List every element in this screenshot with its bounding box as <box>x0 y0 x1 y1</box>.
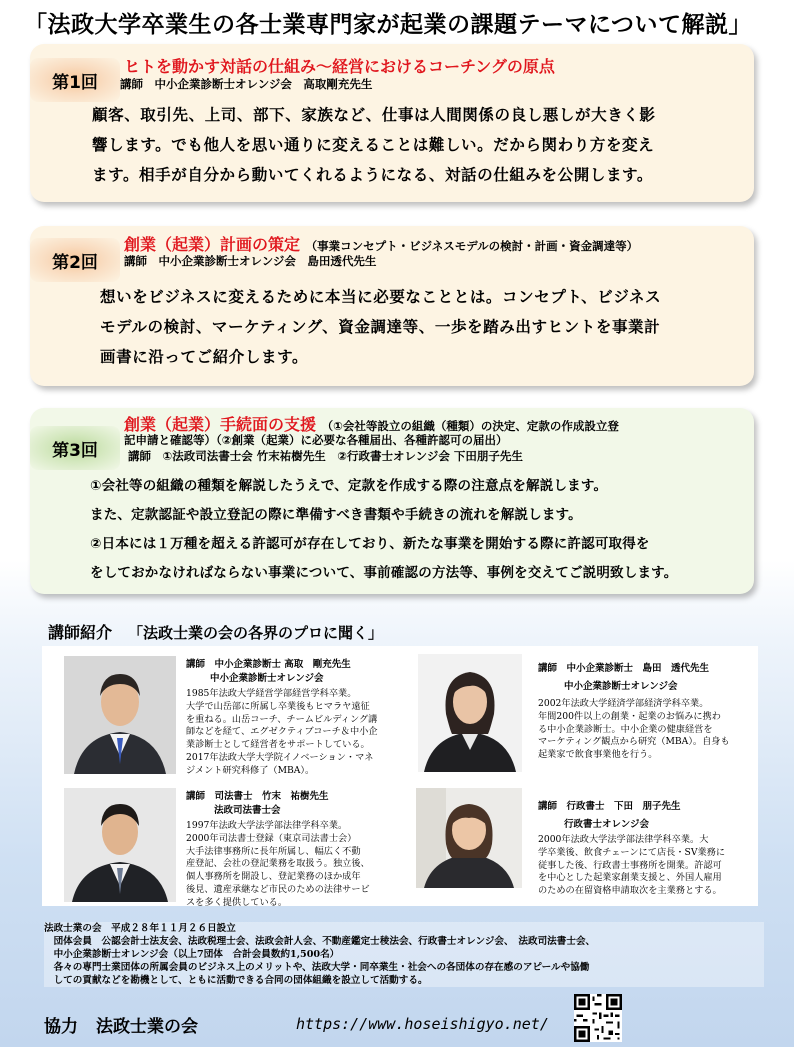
lecturer-name: 講師 中小企業診断士 高取 剛充先生 <box>186 659 351 670</box>
session-lecturer: 講師 中小企業診断士オレンジ会 高取剛充先生 <box>120 77 373 91</box>
session-title: ヒトを動かす対話の仕組み～経営におけるコーチングの原点 <box>124 57 555 76</box>
session-description <box>90 472 677 588</box>
association-line: 各々の専門士業団体の所属会員のビジネス上のメリットや、法政大学・同卒業生・社会への各団体の存在感のアピールや協働 <box>44 962 590 973</box>
bio-line: 師などを経て、エグゼクティブコーチ＆中小企 <box>186 726 378 738</box>
portrait-image <box>416 788 522 888</box>
bio-line: 大手法律事務所に長年所属し、幅広く不動 <box>186 845 361 857</box>
session-description <box>100 282 661 372</box>
description-line: ①会社等の組織の種類を解説したうえで、定款を作成する際の注意点を解説します。 <box>90 478 608 494</box>
session-lecturer: 講師 中小企業診断士オレンジ会 島田透代先生 <box>124 254 377 268</box>
description-line: 響します。でも他人を思い通りに変えることは難しい。だから関わり方を変え <box>92 136 655 154</box>
portrait-image <box>64 656 176 774</box>
bio-line: のための在留資格申請取次を主業務とする。 <box>538 885 722 897</box>
lecturer-intro-heading <box>48 620 383 643</box>
description-line: モデルの検討、マーケティング、資金調達等、一歩を踏み出すヒントを事業計 <box>100 318 661 336</box>
bio-line: 2017年法政大学大学院イノベーション・マネ <box>186 751 374 763</box>
bio-line: る中小企業診断士。中小企業の健康経営を <box>538 723 713 735</box>
session-lecturer: 講師 ①法政司法書士会 竹末祐樹先生 ②行政書士オレンジ会 下田朋子先生 <box>128 449 523 463</box>
bio-line: 後見、遺産承継など市民のための法律サービ <box>186 883 370 895</box>
portrait-image <box>418 654 522 772</box>
session-badge: 第3回 <box>30 426 120 470</box>
lecturer-name: 講師 中小企業診断士 島田 透代先生 <box>538 663 710 674</box>
bio-line: 年間200件以上の創業・起業のお悩みに携わ <box>538 710 721 722</box>
lecturer-photo-takatori <box>64 656 176 774</box>
bio-line: を中心とした起業家創業支援と、外国人雇用 <box>538 872 722 884</box>
association-info <box>44 922 764 987</box>
page-title: 「法政大学卒業生の各士業専門家が起業の課題テーマについて解説」 <box>24 12 753 38</box>
bio-line: マーケティング観点から研究（MBA）。自身も <box>538 736 730 748</box>
lecturer-bio <box>538 834 725 898</box>
description-line: をしておかなければならない事業について、事前確認の方法等、事例を交えてご説明致します。 <box>90 565 678 581</box>
description-line: ます。相手が自分から動いてくれるようになる、対話の仕組みを公開します。 <box>92 166 654 184</box>
bio-line: ジメント研究科修了（MBA）。 <box>186 764 315 776</box>
intro-subtitle: 「法政士業の会の各界のプロに聞く」 <box>128 624 384 642</box>
session-title-note: （①会社等設立の組織（種類）の決定、定款の作成設立登 <box>321 419 619 433</box>
cooperation-label: 協力 <box>44 1017 78 1037</box>
association-line: 中小企業診断士オレンジ会（以上7団体 合計会員数約1,500名） <box>44 949 340 960</box>
session-2-card <box>30 226 754 386</box>
lecturer-panel <box>42 646 758 906</box>
website-link[interactable]: https://www.hoseishigyo.net/ <box>296 1015 549 1033</box>
lecturer-org: 行政書士オレンジ会 <box>564 819 650 830</box>
lecturer-name: 講師 司法書士 竹末 祐樹先生 <box>186 791 329 802</box>
lecturer-photo-takesue <box>64 788 176 902</box>
description-line: 顧客、取引先、上司、部下、家族など、仕事は人間関係の良し悪しが大きく影 <box>92 106 656 124</box>
session-title-note: （事業コンセプト・ビジネスモデルの検討・計画・資金調達等） <box>305 239 639 253</box>
footer-cooperation <box>44 1012 198 1037</box>
session-badge: 第2回 <box>30 238 120 282</box>
bio-line: 大学で山岳部に所属し卒業後もヒマラヤ遠征 <box>186 700 370 712</box>
intro-title: 講師紹介 <box>48 623 113 642</box>
lecturer-photo-shimada <box>418 654 522 772</box>
qr-code-icon[interactable] <box>574 994 622 1042</box>
bio-line: 産登記、会社の登記業務を取扱う。独立後、 <box>186 858 370 870</box>
bio-line: 1985年法政大学経営学部経営学科卒業。 <box>186 688 357 699</box>
session-title-main: 創業（起業）計画の策定 <box>124 235 301 254</box>
lecturer-photo-shimoda <box>416 788 522 888</box>
lecturer-bio <box>186 820 370 910</box>
lecturer-bio <box>186 688 378 778</box>
bio-line: 業診断士として経営者をサポートしている。 <box>186 739 370 751</box>
bio-line: 2000年法政大学法学部法律学科卒業。大 <box>538 834 709 845</box>
bio-line: 学卒業後、飲食チェーンにて店長・SV業務に <box>538 846 726 858</box>
bio-line: 個人事務所を開設し、登記業務のほか成年 <box>186 871 361 883</box>
association-line: 法政士業の会 平成２８年１１月２６日設立 <box>44 923 236 934</box>
bio-line: を重ねる。山岳コーチ、チームビルディング講 <box>186 713 378 725</box>
bio-line: スを多く提供している。 <box>186 896 288 908</box>
session-3-card <box>30 408 754 594</box>
bio-line: 従事した後、行政書士事務所を開業。許認可 <box>538 859 722 871</box>
lecturer-org: 法政司法書士会 <box>214 805 281 816</box>
portrait-image <box>64 788 176 902</box>
bio-line: 1997年法政大学法学部法律学科卒業。 <box>186 820 348 831</box>
session-title-main: 創業（起業）手続面の支援 <box>124 415 317 434</box>
lecturer-org: 中小企業診断士オレンジ会 <box>210 673 324 684</box>
bio-line: 2002年法政大学経済学部経済学科卒業。 <box>538 698 709 709</box>
lecturer-name: 講師 行政書士 下田 朋子先生 <box>538 801 681 812</box>
bio-line: 2000年司法書士登録（東京司法書士会） <box>186 832 357 844</box>
qr-code-graphic <box>574 994 622 1042</box>
lecturer-bio <box>538 698 730 762</box>
description-line: また、定款認証や設立登記の際に準備すべき書類や手続きの流れを解説します。 <box>90 507 582 523</box>
session-title-note-continued: 記申請と確認等）（②創業（起業）に必要な各種届出、各種許認可の届出） <box>124 433 508 447</box>
cooperation-org: 法政士業の会 <box>96 1017 198 1037</box>
lecturer-org: 中小企業診断士オレンジ会 <box>564 681 678 692</box>
association-line: 団体会員 公認会計士法友会、法政税理士会、法政会計人会、不動産鑑定士稜法会、行政書士オレンジ会、 法政司法書士会、 <box>44 936 596 947</box>
description-line: 想いをビジネスに変えるために本当に必要なこととは。コンセプト、ビジネス <box>100 288 662 306</box>
description-line: ②日本には１万種を超える許認可が存在しており、新たな事業を開始する際に許認可取得を <box>90 536 650 552</box>
session-description <box>92 100 656 190</box>
session-1-card <box>30 44 754 202</box>
session-title <box>124 232 638 255</box>
description-line: 画書に沿ってご紹介します。 <box>100 348 309 366</box>
session-badge: 第1回 <box>30 58 120 102</box>
bio-line: 起業家で飲食事業他を行う。 <box>538 749 658 761</box>
association-line: しての貢献などを勘機として、ともに活動できる合同の団体組織を設立して活動する。 <box>44 975 428 986</box>
